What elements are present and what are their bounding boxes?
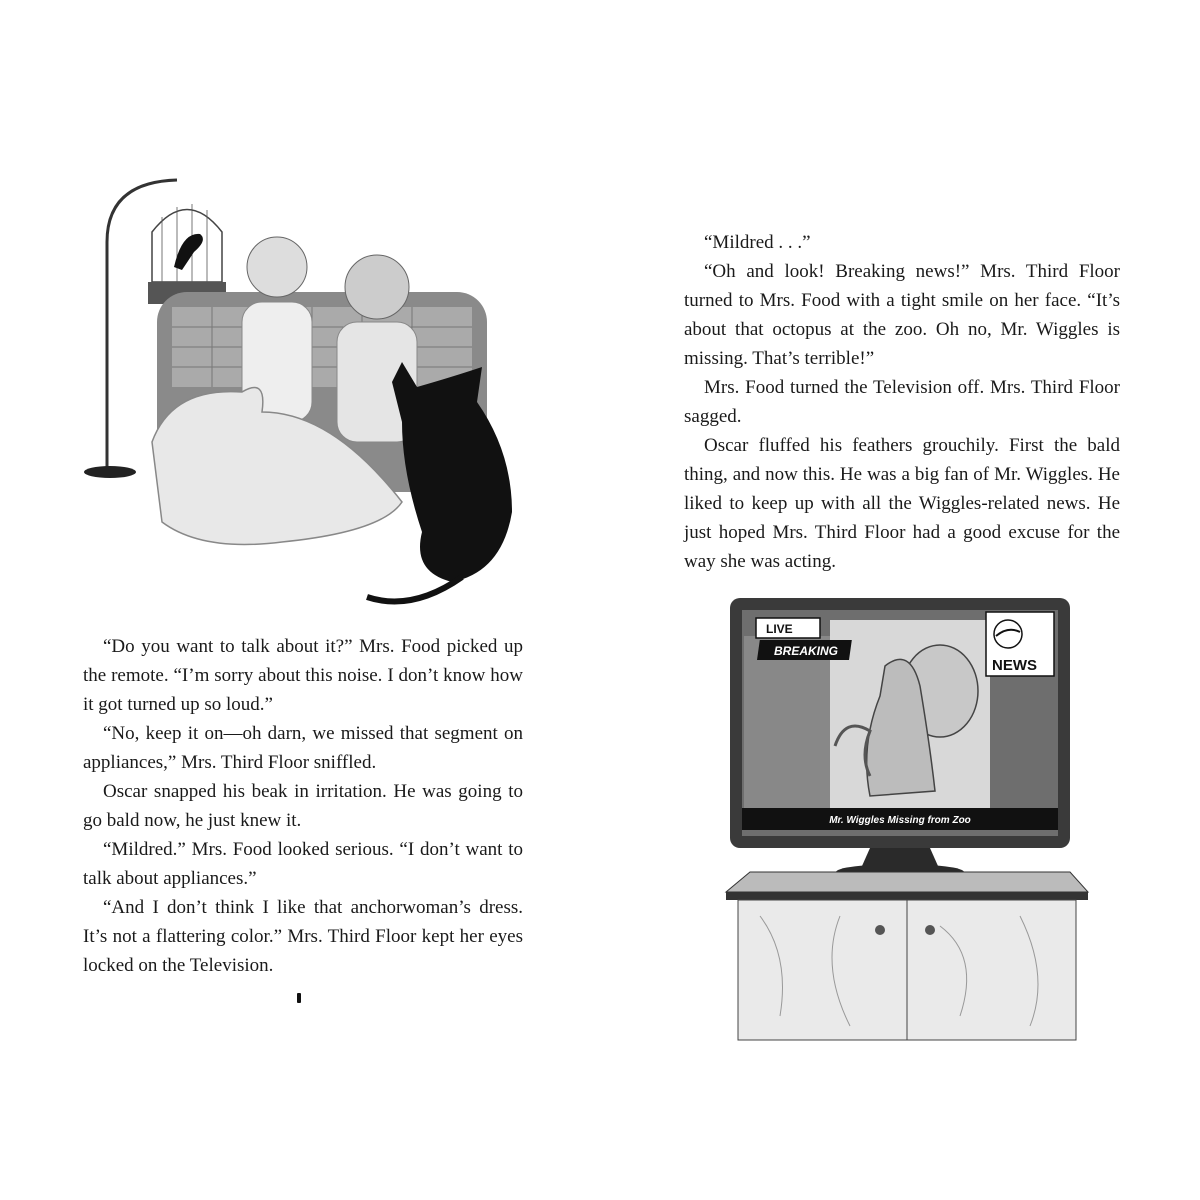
right-page xyxy=(600,0,1200,1200)
right-page-text xyxy=(684,228,1120,576)
sofa-scene-illustration xyxy=(82,172,522,612)
paragraph: Oscar snapped his beak in irritation. He was going to go bald now, he just knew it. xyxy=(83,781,523,831)
paragraph: “And I don’t think I like that anchorwoman’s dress. It’s not a flattering color.” Mrs. Third Floor kept her eyes locked on the Television. xyxy=(83,897,523,976)
live-badge xyxy=(756,618,820,638)
paragraph: Mrs. Food turned the Television off. Mrs. Third Floor sagged. xyxy=(684,377,1120,427)
breaking-label: BREAKING xyxy=(774,644,839,658)
news-logo xyxy=(986,612,1054,676)
paragraph: Oscar fluffed his feathers grouchily. First the bald thing, and now this. He was a big fan of Mr. Wiggles. He liked to keep up with all the Wiggles-related news. He just hoped Mrs. Third Floor had a good excuse for the way she was acting. xyxy=(684,435,1120,572)
paragraph: “Mildred.” Mrs. Food looked serious. “I don’t want to talk about appliances.” xyxy=(83,839,523,889)
paragraph: “Oh and look! Breaking news!” Mrs. Third Floor turned to Mrs. Food with a tight smile on her face. “It’s about that octopus at the zoo. Oh no, Mr. Wiggles is missing. That’s terrible!” xyxy=(684,261,1120,369)
birdcage-icon xyxy=(148,204,226,304)
paragraph: “Do you want to talk about it?” Mrs. Food picked up the remote. “I’m sorry about this noise. I don’t know how it got turned up so loud.” xyxy=(83,636,523,715)
paragraph: “Mildred . . .” xyxy=(704,232,811,253)
paragraph: “No, keep it on—oh darn, we missed that segment on appliances,” Mrs. Third Floor sniffled. xyxy=(83,723,523,773)
ticker-label: Mr. Wiggles Missing from Zoo xyxy=(829,815,971,826)
breaking-badge xyxy=(757,640,852,660)
tv-cabinet-illustration xyxy=(720,596,1092,1042)
left-page-text xyxy=(83,632,523,980)
page-mark xyxy=(297,993,301,1003)
live-label: LIVE xyxy=(766,622,793,636)
news-label: NEWS xyxy=(992,657,1037,674)
